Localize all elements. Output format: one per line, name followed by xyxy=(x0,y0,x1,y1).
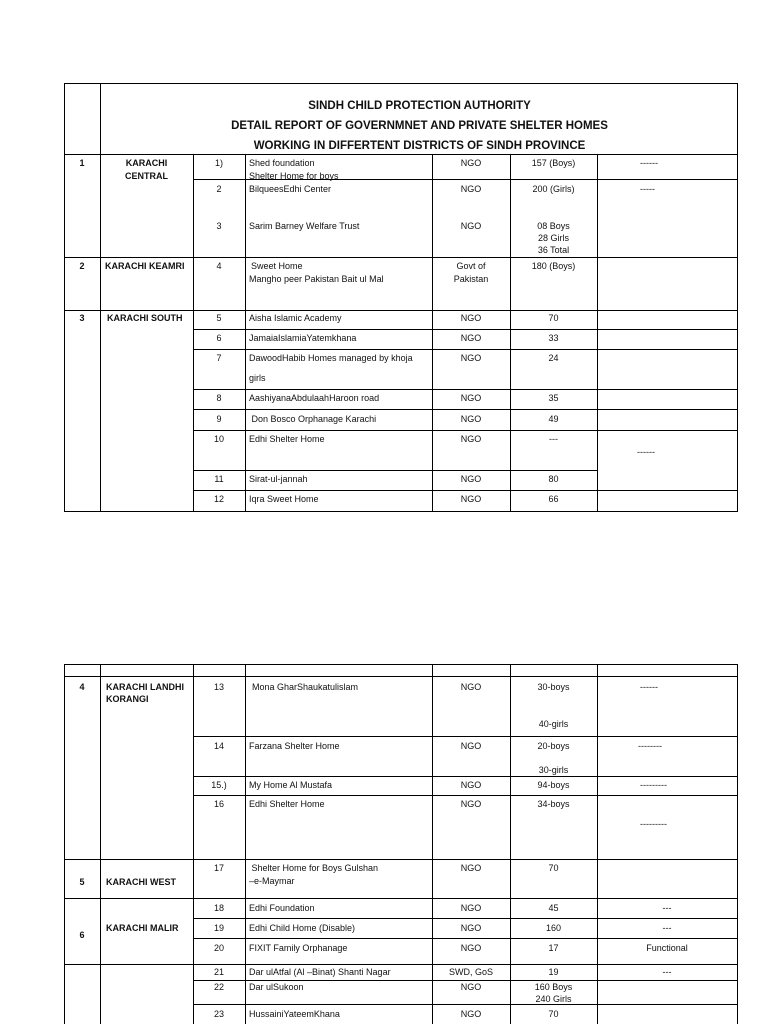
table-border xyxy=(64,83,738,84)
shelter-name: Sirat-ul-jannah xyxy=(249,474,308,484)
shelter-name: Shelter Home for Boys Gulshan xyxy=(249,863,379,873)
shelter-capacity: 40-girls xyxy=(538,719,569,729)
table-border xyxy=(64,511,738,512)
shelter-type: SWD, GoS xyxy=(448,967,493,977)
shelter-type: NGO xyxy=(460,184,482,194)
shelter-capacity: 17 xyxy=(548,943,559,953)
serial-number: 6 xyxy=(216,333,222,343)
remarks: --------- xyxy=(640,819,667,829)
shelter-name: Edhi Child Home (Disable) xyxy=(249,923,356,933)
shelter-capacity: 70 xyxy=(548,863,559,873)
shelter-capacity: 20-boys xyxy=(537,741,570,751)
shelter-type: NGO xyxy=(460,494,482,504)
table-border xyxy=(100,664,101,1024)
shelter-capacity: 70 xyxy=(548,1009,559,1019)
shelter-capacity: 94-boys xyxy=(537,780,570,790)
table-border xyxy=(737,664,738,1024)
shelter-capacity: 240 Girls xyxy=(535,994,572,1004)
remarks: ------ xyxy=(637,447,655,457)
table-border xyxy=(64,664,65,1024)
shelter-name: Dar ulSukoon xyxy=(249,982,304,992)
table-border xyxy=(64,257,738,258)
shelter-name: Iqra Sweet Home xyxy=(249,494,319,504)
district-number: 1 xyxy=(79,158,85,168)
table-border xyxy=(193,409,738,410)
serial-number: 13 xyxy=(213,682,224,692)
remarks: ------ xyxy=(640,158,658,168)
serial-number: 20 xyxy=(213,943,224,953)
district-number: 4 xyxy=(79,682,85,692)
shelter-capacity: 36 Total xyxy=(537,245,570,255)
table-border xyxy=(64,83,65,512)
shelter-type: NGO xyxy=(460,780,482,790)
shelter-name: Farzana Shelter Home xyxy=(249,741,340,751)
table-border xyxy=(193,795,738,796)
table-border xyxy=(597,154,598,512)
table-border xyxy=(64,154,738,155)
shelter-type: NGO xyxy=(460,434,482,444)
shelter-capacity: 33 xyxy=(548,333,559,343)
shelter-name: Mona GharShaukatulislam xyxy=(252,682,359,692)
shelter-type: NGO xyxy=(460,799,482,809)
district-number: 3 xyxy=(79,313,85,323)
shelter-capacity: 30-boys xyxy=(537,682,570,692)
table-border xyxy=(64,964,738,965)
shelter-capacity: 200 (Girls) xyxy=(532,184,575,194)
shelter-type: Govt of xyxy=(456,261,486,271)
serial-number: 11 xyxy=(214,474,224,484)
shelter-name: Shed foundation xyxy=(249,158,315,168)
district-number: 6 xyxy=(79,930,85,940)
shelter-type: NGO xyxy=(460,943,482,953)
shelter-name: Shelter Home for boys xyxy=(249,171,339,181)
table-border xyxy=(193,918,738,919)
shelter-type: NGO xyxy=(460,863,482,873)
district-name: KARACHI MALIR xyxy=(106,923,179,933)
serial-number: 14 xyxy=(213,741,224,751)
shelter-capacity: 157 (Boys) xyxy=(531,158,576,168)
serial-number: 19 xyxy=(213,923,224,933)
shelter-capacity: 49 xyxy=(548,414,559,424)
shelter-name: Don Bosco Orphanage Karachi xyxy=(249,414,377,424)
table-border xyxy=(193,389,738,390)
shelter-capacity: --- xyxy=(549,434,558,444)
table-border xyxy=(64,859,738,860)
table-border xyxy=(193,776,738,777)
shelter-capacity: 160 xyxy=(545,923,562,933)
shelter-name: FIXIT Family Orphanage xyxy=(249,943,348,953)
serial-number: 21 xyxy=(213,967,224,977)
shelter-type: NGO xyxy=(460,923,482,933)
shelter-name: –e-Maymar xyxy=(249,876,295,886)
table-border xyxy=(193,329,738,330)
remarks: ----- xyxy=(640,184,655,194)
shelter-type: NGO xyxy=(460,903,482,913)
serial-number: 3 xyxy=(216,221,222,231)
table-border xyxy=(245,154,246,512)
table-border xyxy=(64,310,738,311)
remarks: --- xyxy=(662,923,672,933)
shelter-name: DawoodHabib Homes managed by khoja xyxy=(249,353,413,363)
serial-number: 22 xyxy=(213,982,224,992)
table-border xyxy=(193,470,597,471)
shelter-capacity: 80 xyxy=(548,474,559,484)
shelter-capacity: 24 xyxy=(548,353,559,363)
table-border xyxy=(64,898,738,899)
shelter-capacity: 34-boys xyxy=(537,799,570,809)
shelter-type: NGO xyxy=(460,741,482,751)
district-name: KORANGI xyxy=(106,694,149,704)
shelter-capacity: 45 xyxy=(548,903,559,913)
serial-number: 7 xyxy=(216,353,222,363)
table-border xyxy=(193,349,738,350)
report-title-line-2: DETAIL REPORT OF GOVERNMNET AND PRIVATE SHELTER HOMES xyxy=(231,120,608,132)
serial-number: 15.) xyxy=(211,780,227,790)
shelter-capacity: 19 xyxy=(548,967,559,977)
shelter-name: Edhi Shelter Home xyxy=(249,434,325,444)
shelter-name: Sarim Barney Welfare Trust xyxy=(249,221,360,231)
remarks: Functional xyxy=(646,943,688,953)
shelter-type: NGO xyxy=(460,221,482,231)
shelter-type: NGO xyxy=(460,313,482,323)
remarks: --- xyxy=(662,903,672,913)
shelter-capacity: 35 xyxy=(548,393,559,403)
remarks: ------ xyxy=(640,682,658,692)
shelter-name: BilqueesEdhi Center xyxy=(249,184,332,194)
serial-number: 5 xyxy=(216,313,222,323)
report-title-line-3: WORKING IN DIFFERTENT DISTRICTS OF SINDH PROVINCE xyxy=(253,140,586,152)
serial-number: 2 xyxy=(216,184,222,194)
shelter-type: NGO xyxy=(460,414,482,424)
district-name: KARACHI xyxy=(125,158,168,168)
shelter-capacity: 08 Boys xyxy=(537,221,570,231)
shelter-type: NGO xyxy=(460,474,482,484)
shelter-name: My Home Al Mustafa xyxy=(249,780,333,790)
table-border xyxy=(193,430,738,431)
serial-number: 23 xyxy=(213,1009,224,1019)
shelter-name: girls xyxy=(249,373,266,383)
shelter-name: Sweet Home xyxy=(251,261,303,271)
shelter-type: NGO xyxy=(460,982,482,992)
district-number: 2 xyxy=(79,261,85,271)
remarks: -------- xyxy=(638,741,662,751)
shelter-type: Pakistan xyxy=(453,274,489,284)
district-name: KARACHI SOUTH xyxy=(107,313,183,323)
shelter-name: Edhi Foundation xyxy=(249,903,315,913)
serial-number: 17 xyxy=(213,863,224,873)
district-name: KARACHI LANDHI xyxy=(106,682,184,692)
shelter-name: Edhi Shelter Home xyxy=(249,799,325,809)
serial-number: 8 xyxy=(216,393,222,403)
serial-number: 1) xyxy=(214,158,223,168)
shelter-type: NGO xyxy=(460,353,482,363)
serial-number: 12 xyxy=(213,494,224,504)
shelter-type: NGO xyxy=(460,158,482,168)
table-border xyxy=(193,938,738,939)
district-name: KARACHI WEST xyxy=(106,877,176,887)
district-number: 5 xyxy=(79,877,85,887)
serial-number: 16 xyxy=(213,799,224,809)
serial-number: 18 xyxy=(213,903,224,913)
shelter-capacity: 30-girls xyxy=(538,765,569,775)
shelter-name: Mangho peer Pakistan Bait ul Mal xyxy=(249,274,384,284)
shelter-name: JamaiaIslamiaYatemkhana xyxy=(249,333,357,343)
shelter-name: Dar ulAtfal (Al –Binat) Shanti Nagar xyxy=(249,967,391,977)
table-border xyxy=(245,664,246,1024)
shelter-type: NGO xyxy=(460,393,482,403)
shelter-name: HussainiYateemKhana xyxy=(249,1009,340,1019)
remarks: --- xyxy=(662,967,672,977)
shelter-type: NGO xyxy=(460,1009,482,1019)
shelter-name: AashiyanaAbdulaahHaroon road xyxy=(249,393,380,403)
shelter-type: NGO xyxy=(460,682,482,692)
shelter-capacity: 180 (Boys) xyxy=(531,261,576,271)
serial-number: 4 xyxy=(216,261,222,271)
table-border xyxy=(193,1004,738,1005)
shelter-type: NGO xyxy=(460,333,482,343)
district-name: KARACHI KEAMRI xyxy=(105,261,185,271)
table-border xyxy=(193,490,738,491)
shelter-capacity: 28 Girls xyxy=(537,233,569,243)
shelter-name: Aisha Islamic Academy xyxy=(249,313,342,323)
serial-number: 10 xyxy=(213,434,224,444)
table-border xyxy=(193,736,738,737)
shelter-capacity: 160 Boys xyxy=(534,982,573,992)
report-title-line-1: SINDH CHILD PROTECTION AUTHORITY xyxy=(308,100,531,112)
shelter-capacity: 66 xyxy=(548,494,559,504)
serial-number: 9 xyxy=(216,414,222,424)
district-name: CENTRAL xyxy=(125,171,168,181)
table-border xyxy=(64,676,738,677)
table-border xyxy=(64,664,738,665)
remarks: --------- xyxy=(640,780,667,790)
shelter-capacity: 70 xyxy=(548,313,559,323)
